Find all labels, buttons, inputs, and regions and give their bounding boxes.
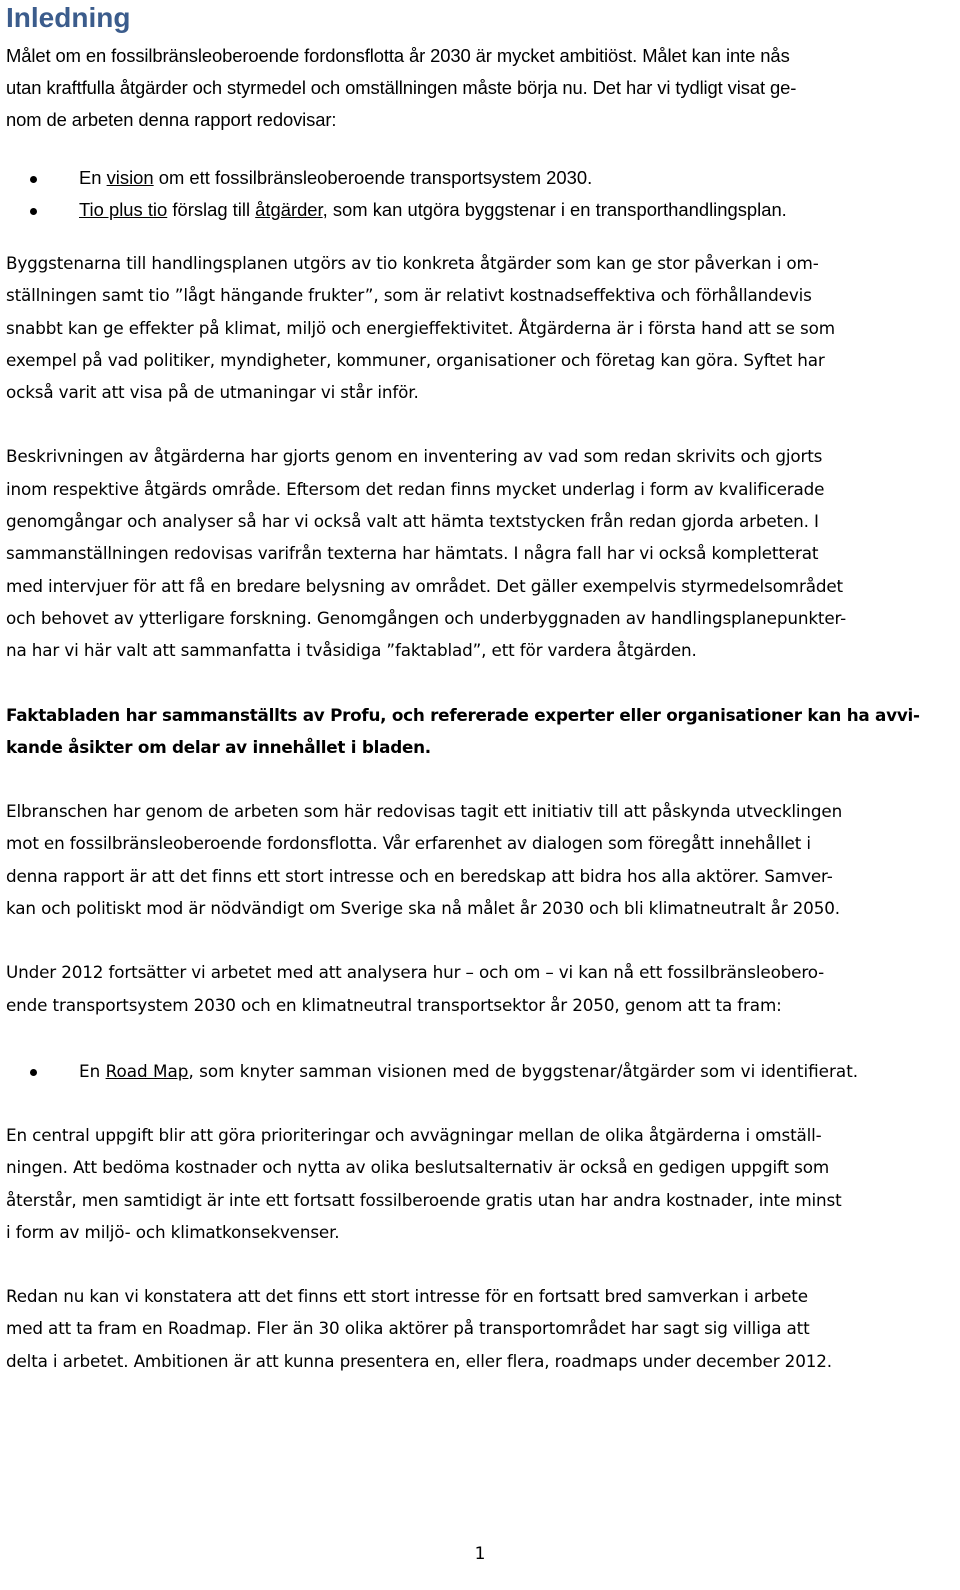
paragraph: En central uppgift blir att göra prioriteringar och avvägningar mellan de olika åtgärderna i omställ- ningen. Att bedöma kostnader och nytta av olika beslutsalternativ är också en gedigen uppgift som återstår, men samtidigt är inte ett fortsatt fossilberoende gratis utan har andra kostnader, inte minst i form av miljö- och klimatkonsekvenser. <box>6 1124 842 1242</box>
list-item: En vision om ett fossilbränsleoberoende transportsystem 2030. <box>6 162 948 194</box>
paragraph: Redan nu kan vi konstatera att det finns ett stort intresse för en fortsatt bred samverkan i arbete med att ta fram en Roadmap. Fler än 30 olika aktörer på transportområdet har sagt sig villiga att delta i arbetet. Ambitionen är att kunna presentera en, eller flera, roadmaps under december 2012. <box>6 1286 832 1371</box>
bold-paragraph: Faktabladen har sammanställts av Profu, och refererade experter eller organisationer kan ha avvi- kande åsikter om delar av innehållet i bladen. <box>6 704 920 757</box>
bullet-icon <box>30 1069 37 1076</box>
page-title: Inledning <box>6 2 131 33</box>
atgarder-link[interactable]: åtgärder <box>255 199 323 220</box>
paragraph: Byggstenarna till handlingsplanen utgörs av tio konkreta åtgärder som kan ge stor påverkan i om- ställningen samt tio ”lågt hängande frukter”, som är relativt kostnadseffektiva och förhållandevis snabbt kan ge effekter på klimat, miljö och energieffektivitet. Åtgärderna är i första hand att se som exempel på vad politiker, myndigheter, kommuner, organisationer och företag kan göra. Syftet har också varit att visa på de utmaningar vi står inför. <box>6 253 835 403</box>
list-item: En Road Map, som knyter samman visionen med de byggstenar/åtgärder som vi identifierat. <box>6 1055 948 1087</box>
document-page <box>6 0 948 1377</box>
page-number: 1 <box>474 1544 486 1564</box>
text-line: Målet om en fossilbränsleoberoende fordonsflotta år 2030 är mycket ambitiöst. Målet kan inte nås <box>6 45 790 66</box>
bullet-list <box>6 1055 948 1087</box>
bullet-list <box>6 162 948 226</box>
road-map-link[interactable]: Road Map <box>105 1060 189 1081</box>
vision-link[interactable]: vision <box>106 167 154 188</box>
paragraph: Beskrivningen av åtgärderna har gjorts genom en inventering av vad som redan skrivits och gjorts inom respektive åtgärds område. Eftersom det redan finns mycket underlag i form av kvalificerade genomgångar och analyser så har vi också valt att hämta textstycken från redan gjorda arbeten. I sammanställningen redovisas varifrån texterna har hämtats. I några fall har vi också kompletterat med intervjuer för att få en bredare belysning av området. Det gäller exempelvis styrmedelsområdet och behovet av ytterligare forskning. Genomgången och underbyggnaden av handlingsplanepunkter- na har vi här valt att sammanfatta i tvåsidiga ”faktablad”, ett för vardera åtgärden. <box>6 446 847 661</box>
list-item: Tio plus tio förslag till åtgärder, som kan utgöra byggstenar i en transporthandlingsplan. <box>6 194 948 226</box>
bullet-icon <box>30 208 37 215</box>
bullet-icon <box>30 176 37 183</box>
paragraph: Under 2012 fortsätter vi arbetet med att analysera hur – och om – vi kan nå ett fossilbränsleobero- ende transportsystem 2030 och en klimatneutral transportsektor år 2050, genom att ta fram: <box>6 962 825 1015</box>
paragraph: Elbranschen har genom de arbeten som här redovisas tagit ett initiativ till att påskynda utvecklingen mot en fossilbränsleoberoende fordonsflotta. Vår erfarenhet av dialogen som föregått innehållet i denna rapport är att det finns ett stort intresse och en beredskap att bidra hos alla aktörer. Samver- kan och politiskt mod är nödvändigt om Sverige ska nå målet år 2030 och bli klimatneutralt år 2050. <box>6 801 843 919</box>
text-line: nom de arbeten denna rapport redovisar: <box>6 109 337 130</box>
intro-paragraph <box>6 40 948 136</box>
tio-plus-tio-link[interactable]: Tio plus tio <box>79 199 168 220</box>
text-line: utan kraftfulla åtgärder och styrmedel och omställningen måste börja nu. Det har vi tydligt visat ge- <box>6 77 797 98</box>
